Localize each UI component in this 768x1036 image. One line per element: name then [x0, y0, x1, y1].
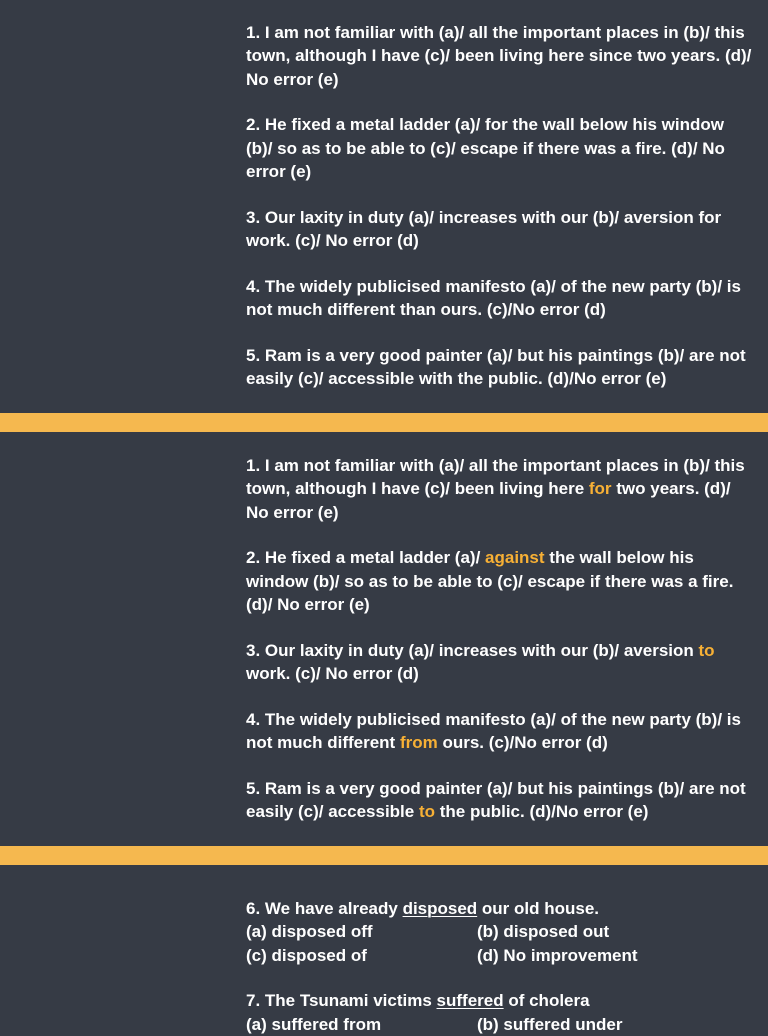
- question-line: 2. He fixed a metal ladder (a)/ for the wall below his window: [246, 115, 724, 135]
- answer-line: [246, 546, 756, 569]
- answer-line: (d)/ No error (e): [246, 594, 370, 614]
- question-line: No error (e): [246, 69, 339, 89]
- question-item: [246, 206, 756, 253]
- answer-item: [246, 454, 756, 524]
- underlined-word: suffered: [436, 991, 504, 1011]
- underlined-word: disposed: [402, 899, 478, 918]
- mcq-question: [246, 989, 756, 1034]
- answer-item: [246, 639, 756, 686]
- stem-text: of cholera: [503, 991, 590, 1011]
- question-line: town, although I have (c)/ been living here since two years. (d)/: [246, 46, 752, 66]
- correction-word: to: [698, 640, 715, 660]
- question-item: [246, 21, 756, 91]
- options-grid: [246, 1013, 756, 1034]
- line-text: the wall below his: [544, 548, 694, 568]
- question-line: 3. Our laxity in duty (a)/ increases with our (b)/ aversion for: [246, 207, 722, 227]
- question-line: 1. I am not familiar with (a)/ all the important places in (b)/ this: [246, 23, 745, 42]
- answer-item: [246, 777, 756, 824]
- question-line: (b)/ so as to be able to (c)/ escape if there was a fire. (d)/ No: [246, 138, 725, 158]
- question-line: 4. The widely publicised manifesto (a)/ of the new party (b)/ is: [246, 276, 741, 296]
- answer-line: 1. I am not familiar with (a)/ all the important places in (b)/ this: [246, 456, 745, 475]
- answer-line: 4. The widely publicised manifesto (a)/ of the new party (b)/ is: [246, 709, 741, 729]
- mcq-option: (a) disposed off: [246, 922, 373, 942]
- question-line: easily (c)/ accessible with the public. (d)/No error (e): [246, 369, 667, 389]
- options-grid: [246, 920, 756, 967]
- stem-text: 7. The Tsunami victims: [246, 991, 437, 1011]
- mcq-option: (b) disposed out: [477, 922, 610, 942]
- mcq-option: (d) No improvement: [477, 945, 638, 965]
- mcq-option: (a) suffered from: [246, 1014, 382, 1034]
- question-item: [246, 344, 756, 391]
- mcq-option: (c) disposed of: [246, 945, 367, 965]
- answer-line: [246, 731, 756, 754]
- answer-line: window (b)/ so as to be able to (c)/ escape if there was a fire.: [246, 571, 734, 591]
- mcq-stem: [246, 989, 756, 1012]
- line-text: two years. (d)/: [611, 479, 731, 499]
- correction-word: to: [418, 802, 435, 822]
- stem-text: our old house.: [477, 899, 600, 918]
- question-line: work. (c)/ No error (d): [246, 231, 419, 251]
- line-text: 3. Our laxity in duty (a)/ increases with our (b)/ aversion: [246, 640, 699, 660]
- divider-bar: [0, 413, 768, 432]
- line-text: easily (c)/ accessible: [246, 802, 419, 822]
- divider-bar: [0, 846, 768, 865]
- question-item: [246, 113, 756, 183]
- answer-line: [246, 639, 756, 662]
- corrected-answers-slide: [246, 454, 756, 824]
- question-line: not much different than ours. (c)/No error (d): [246, 300, 606, 320]
- mcq-option: (b) suffered under: [477, 1014, 623, 1034]
- answer-line: [246, 477, 756, 500]
- correction-word: for: [588, 479, 612, 499]
- answer-item: [246, 546, 756, 616]
- stem-text: 6. We have already: [246, 899, 403, 918]
- mcq-slide: [246, 897, 756, 1034]
- line-text: 2. He fixed a metal ladder (a)/: [246, 548, 486, 568]
- question-line: error (e): [246, 161, 312, 181]
- question-line: 5. Ram is a very good painter (a)/ but his paintings (b)/ are not: [246, 345, 746, 365]
- line-text: the public. (d)/No error (e): [435, 802, 649, 822]
- line-text: town, although I have (c)/ been living here: [246, 479, 589, 499]
- error-spotting-slide: [246, 21, 756, 391]
- line-text: not much different: [246, 733, 400, 753]
- answer-line: [246, 800, 756, 823]
- correction-word: against: [485, 548, 545, 568]
- line-text: ours. (c)/No error (d): [437, 733, 608, 753]
- answer-line: work. (c)/ No error (d): [246, 664, 419, 684]
- answer-line: 5. Ram is a very good painter (a)/ but his paintings (b)/ are not: [246, 778, 746, 798]
- mcq-stem: [246, 897, 756, 920]
- mcq-question: [246, 897, 756, 967]
- answer-line: No error (e): [246, 502, 339, 522]
- correction-word: from: [399, 733, 438, 753]
- answer-item: [246, 708, 756, 755]
- question-item: [246, 275, 756, 322]
